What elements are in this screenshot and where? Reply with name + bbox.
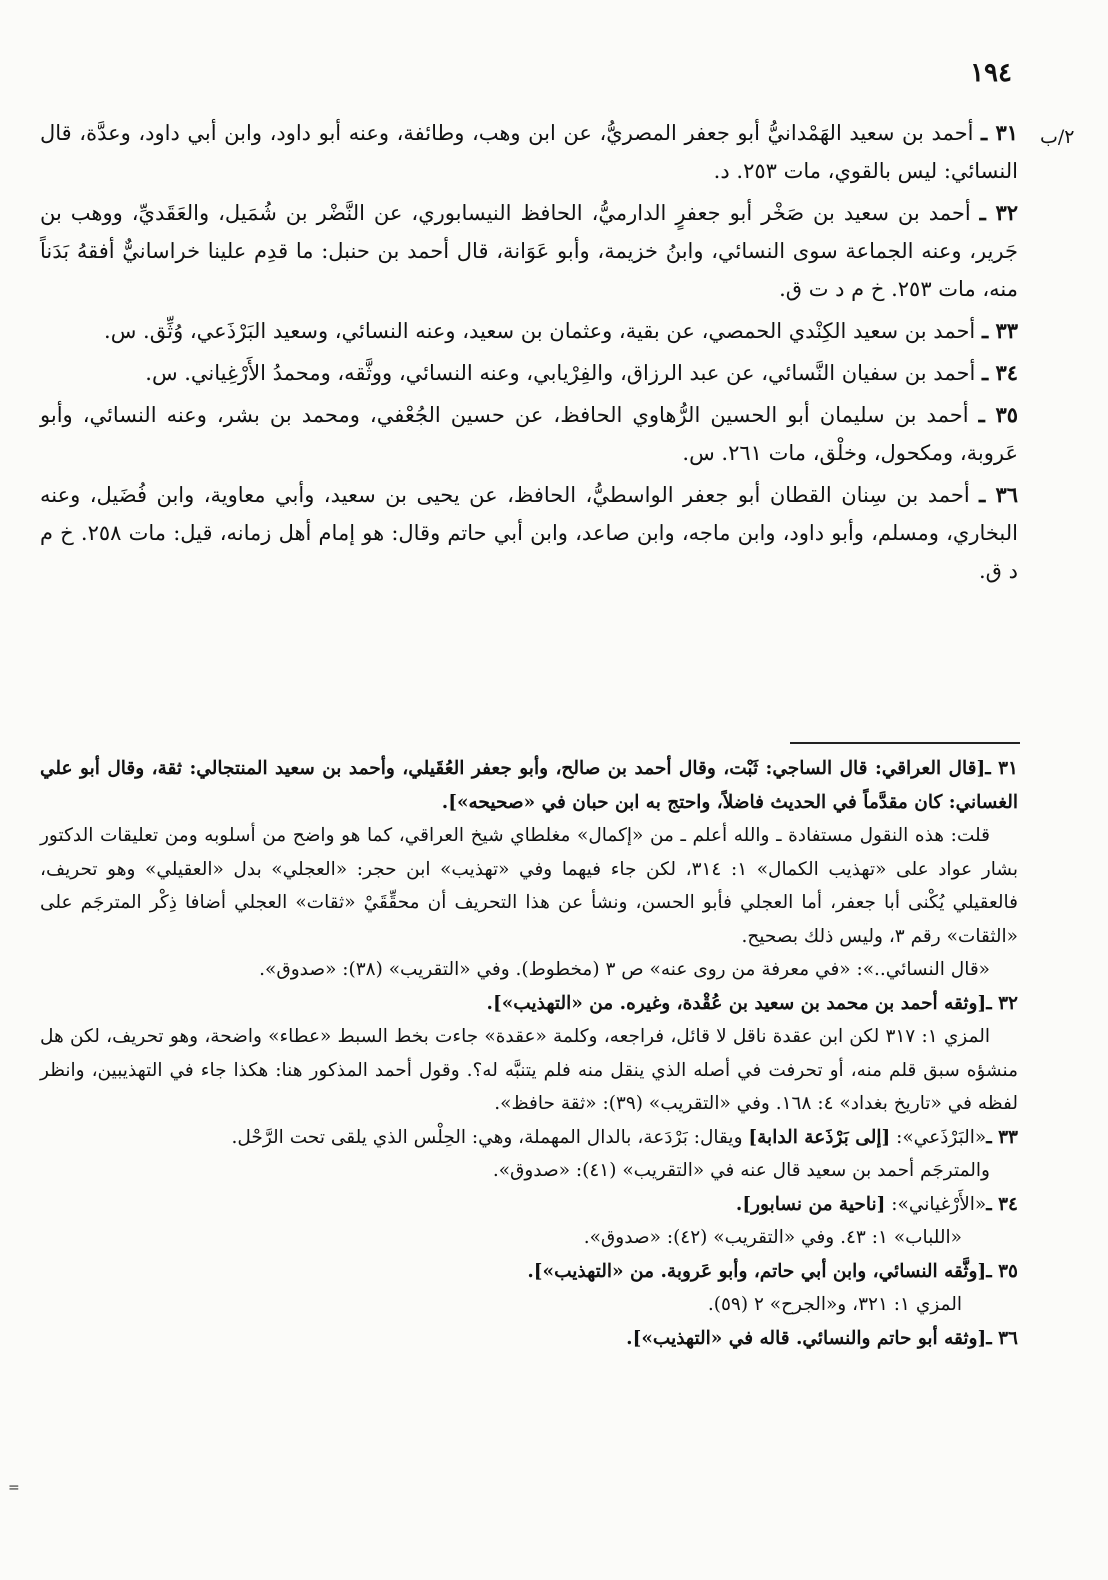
note-34	[40, 1188, 1018, 1222]
note-32	[40, 987, 1018, 1021]
entry-number: ٣٥ ـ	[978, 402, 1018, 427]
note-35-para-1: المزي ١: ٣٢١، و«الجرح» ٢ (٥٩).	[707, 1294, 962, 1315]
margin-mark: =	[8, 1480, 20, 1496]
entry-text: أحمد بن سعيد الكِنْدي الحمصي، عن بقية، وعثمان بن سعيد، وعنه النسائي، وسعيد البَرْذَعي، وُثِّق. س.	[104, 319, 976, 343]
footnotes	[40, 752, 1018, 1355]
entry-text: أحمد بن سِنان القطان أبو جعفر الواسطيُّ، الحافظ، عن يحيى بن سعيد، وأبي معاوية، وابن فُضَيل، وعنه البخاري، ومسلم، وأبو داود، وابن ماجه، وابن صاعد، وابن أبي حاتم وقال: هو إمام أهل زمانه، قيل: مات ٢٥٨. خ م د ق.	[40, 483, 1018, 583]
entry-35	[40, 396, 1018, 472]
note-lead: [وثقه أحمد بن محمد بن سعيد بن عُقْدة، وغيره. من «التهذيب»].	[486, 992, 987, 1014]
note-term: «الأَرْغياني»:	[885, 1193, 987, 1215]
note-lead: [إلى بَرْذَعة الدابة]	[748, 1126, 891, 1148]
entry-text: أحمد بن سعيد الهَمْدانيُّ أبو جعفر المصريُّ، عن ابن وهب، وطائفة، وعنه أبو داود، وابن أبي داود، وعدَّة، قال النسائي: ليس بالقوي، مات ٢٥٣. د.	[40, 121, 1018, 183]
entry-number: ٣٤ ـ	[981, 360, 1018, 385]
entry-31	[40, 114, 1018, 190]
note-text: ويقال: بَرْدَعة، بالدال المهملة، وهي: الحِلْس الذي يلقى تحت الرَّحْل.	[231, 1126, 749, 1148]
note-number: ٣٦ ـ	[986, 1327, 1018, 1349]
footnote-separator	[790, 742, 1020, 744]
entry-34	[40, 354, 1018, 392]
note-31-para-1: قلت: هذه النقول مستفادة ـ والله أعلم ـ من «إكمال» مغلطاي شيخ العراقي، كما هو واضح من أسلوبه ومن تعليقات الدكتور بشار عواد على «تهذيب الكمال» ١: ٣١٤، لكن جاء فيهما وفي «تهذيب» ابن حجر: «العجلي» بدل «العقيلي» وهو تحريف، فالعقيلي يُكْنى أبا جعفر، أما العجلي فأبو الحسن، ونشأ عن هذا التحريف أن محقِّقَيْ «ثقات» العجلي أضافا ذِكْر المترجَم على «الثقات» رقم ٣، وليس ذلك بصحيح.	[40, 825, 1018, 947]
note-term: «البَرْذَعي»:	[890, 1126, 987, 1148]
page-number: ١٩٤	[970, 58, 1012, 88]
note-31-para-2: «قال النسائي..»: «في معرفة من روى عنه» ص ٣ (مخطوط). وفي «التقريب» (٣٨): «صدوق».	[259, 959, 990, 980]
entry-text: أحمد بن سليمان أبو الحسين الرُّهاوي الحافظ، عن حسين الجُعْفي، ومحمد بن بشر، وعنه النسائي، وأبو عَروبة، ومكحول، وخلْق، مات ٢٦١. س.	[40, 403, 1018, 465]
note-33-para-1: والمترجَم أحمد بن سعيد قال عنه في «التقريب» (٤١): «صدوق».	[492, 1160, 990, 1181]
note-number: ٣٥ ـ	[986, 1260, 1018, 1282]
entry-number: ٣٣ ـ	[981, 318, 1018, 343]
entry-number: ٣٦ ـ	[979, 482, 1018, 507]
main-text	[40, 114, 1018, 594]
manuscript-folio-mark: ٢/ب	[1040, 126, 1075, 148]
note-number: ٣٤ ـ	[986, 1193, 1018, 1215]
entry-number: ٣٢ ـ	[979, 200, 1018, 225]
entry-33	[40, 312, 1018, 350]
note-number: ٣١ ـ	[985, 758, 1018, 779]
note-number: ٣٣ ـ	[986, 1126, 1018, 1148]
note-33	[40, 1121, 1018, 1155]
note-number: ٣٢ ـ	[986, 992, 1018, 1014]
note-lead: [ناحية من نسابور].	[735, 1193, 886, 1215]
note-lead: [وثَّقه النسائي، وابن أبي حاتم، وأبو عَروبة. من «التهذيب»].	[527, 1260, 987, 1282]
entry-text: أحمد بن سفيان النَّسائي، عن عبد الرزاق، والفِرْيابي، وعنه النسائي، ووثَّقه، ومحمدُ الأَرْغِياني. س.	[145, 361, 976, 385]
note-lead: [وثقه أبو حاتم والنسائي. قاله في «التهذيب»].	[626, 1327, 987, 1349]
note-35	[40, 1255, 1018, 1289]
entry-36	[40, 476, 1018, 590]
note-34-para-1: «اللباب» ١: ٤٣. وفي «التقريب» (٤٢): «صدوق».	[583, 1227, 962, 1248]
note-36	[40, 1322, 1018, 1356]
note-31	[40, 752, 1018, 819]
note-lead: [قال العراقي: قال الساجي: ثَبْت، وقال أحمد بن صالح، وأبو جعفر العُقَيلي، وأحمد بن سعيد المنتجالي: ثقة، وقال أبو علي الغساني: كان مقدَّماً في الحديث فاضلاً، واحتج به ابن حبان في «صحيحه»].	[40, 758, 1018, 813]
entry-number: ٣١ ـ	[981, 120, 1018, 145]
entry-text: أحمد بن سعيد بن صَخْر أبو جعفرٍ الدارميُّ، الحافظ النيسابوري، عن النَّضْر بن شُمَيل، والعَقَديِّ، ووهب بن جَرير، وعنه الجماعة سوى النسائي، وابنُ خزيمة، وأبو عَوَانة، قال أحمد بن حنبل: ما قدِم علينا خراسانيٌّ أفقهُ بَدَناً منه، مات ٢٥٣. خ م د ت ق.	[40, 201, 1018, 301]
note-32-para-1: المزي ١: ٣١٧ لكن ابن عقدة ناقل لا قائل، فراجعه، وكلمة «عقدة» جاءت بخط السبط «عطاء» واضحة، وهو تحريف، لكن هل منشؤه سبق قلم منه، أو تحرفت في أصله الذي ينقل منه فلم يتنبَّه له؟. وقول أحمد المذكور هنا: هكذا جاء في التهذيبين، وانظر لفظه في «تاريخ بغداد» ٤: ١٦٨. وفي «التقريب» (٣٩): «ثقة حافظ».	[40, 1026, 1018, 1114]
entry-32	[40, 194, 1018, 308]
